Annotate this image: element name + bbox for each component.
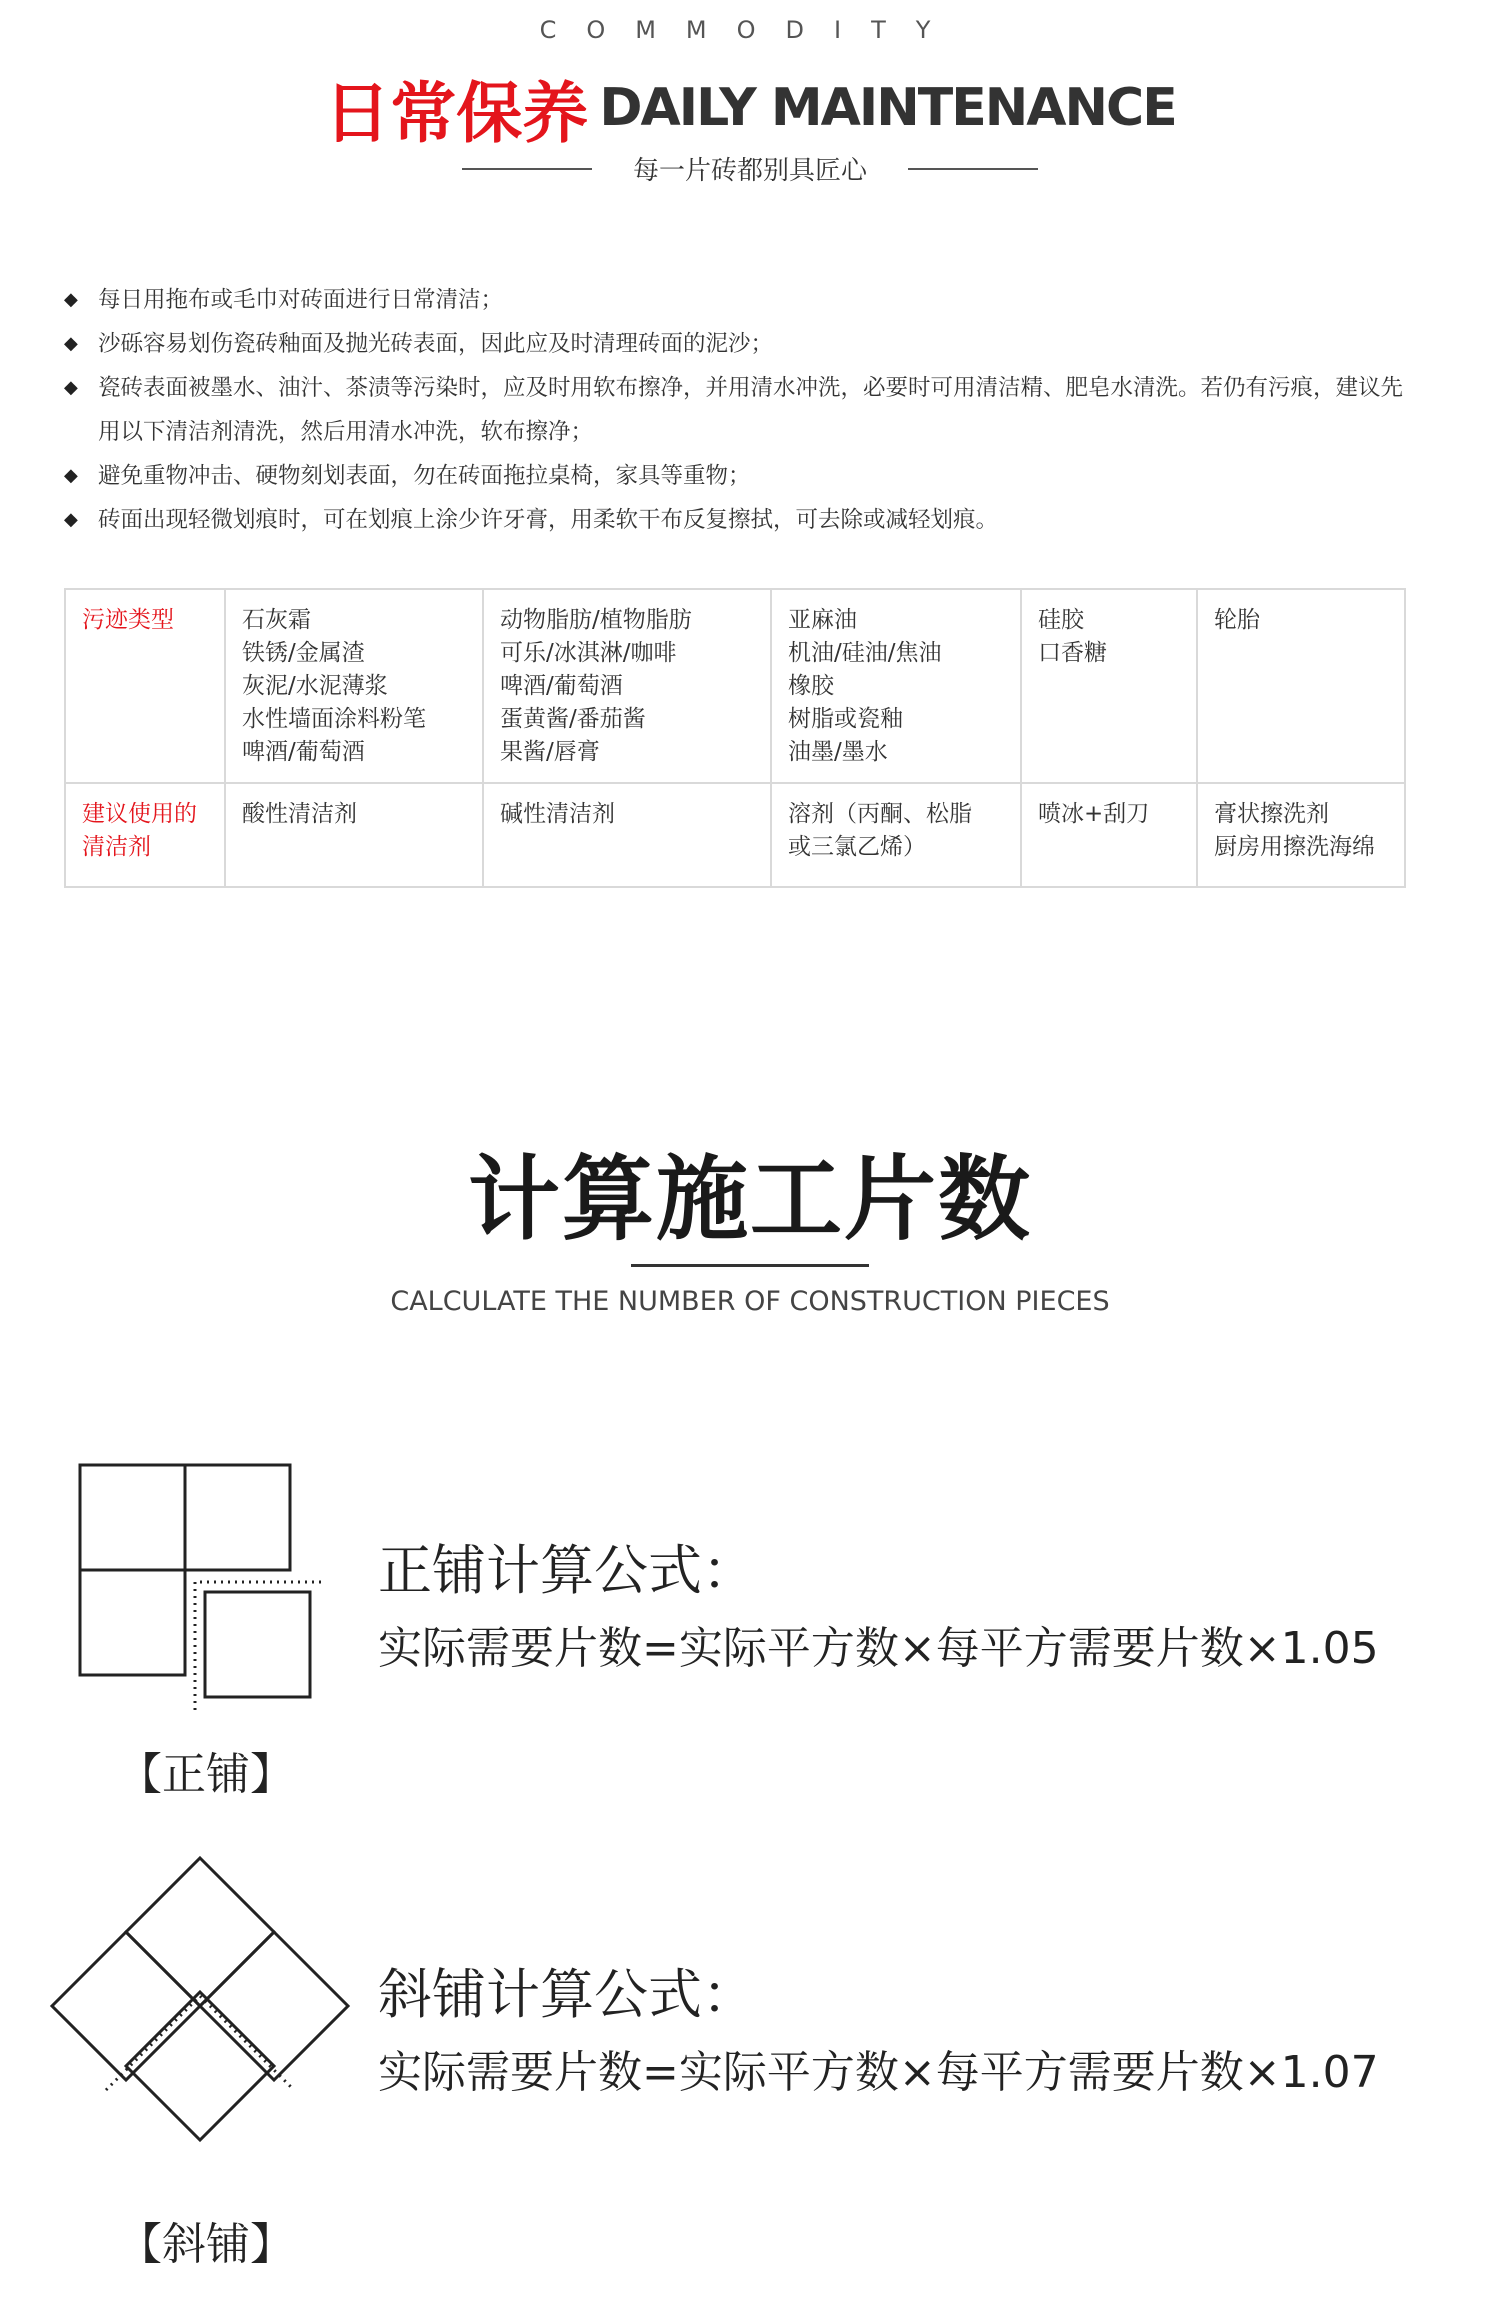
- subtitle-text: 每一片砖都别具匠心: [632, 156, 867, 186]
- cell-line: 灰泥/水泥薄浆: [242, 673, 388, 699]
- commodity-label: COMMODITY: [539, 16, 961, 44]
- table-row: [65, 783, 1405, 887]
- cell-line: 铁锈/金属渣: [242, 640, 365, 666]
- straight-formula: 实际需要片数=实际平方数×每平方需要片数×1.05: [378, 1623, 1379, 1674]
- cell-line: 厨房用擦洗海绵: [1214, 834, 1375, 860]
- calc-subtitle: CALCULATE THE NUMBER OF CONSTRUCTION PIECES: [390, 1286, 1110, 1317]
- cell-line: 机油/硅油/焦油: [788, 640, 942, 666]
- title-cn: 日常保养: [324, 75, 589, 152]
- cell-line: 啤酒/葡萄酒: [500, 673, 623, 699]
- cell-line: 石灰霜: [242, 607, 311, 633]
- diamond-bullet-icon: ◆: [64, 509, 78, 530]
- straight-caption: 【正铺】: [118, 1749, 294, 1800]
- diagonal-formula: 实际需要片数=实际平方数×每平方需要片数×1.07: [378, 2047, 1379, 2098]
- diagonal-tiling-diagram-icon: [44, 1850, 364, 2150]
- diagonal-caption: 【斜铺】: [118, 2219, 294, 2270]
- cell-line: 硅胶: [1038, 607, 1084, 633]
- cell-line: 酸性清洁剂: [242, 801, 357, 827]
- cell-line: 膏状擦洗剂: [1214, 801, 1329, 827]
- cell-line: 建议使用的: [82, 801, 197, 827]
- straight-tiling-diagram-icon: [60, 1450, 350, 1730]
- cell-line: 或三氯乙烯）: [788, 834, 926, 860]
- list-item-text: 沙砾容易划伤瓷砖釉面及抛光砖表面，因此应及时清理砖面的泥沙；: [98, 331, 774, 357]
- table-cell: [483, 783, 771, 887]
- calc-title: 计算施工片数: [467, 1146, 1032, 1253]
- table-header-stain: 污迹类型: [65, 589, 225, 783]
- cell-line: 油墨/墨水: [788, 739, 888, 765]
- table-cell: [483, 589, 771, 783]
- cell-line: 口香糖: [1038, 640, 1107, 666]
- table-row: [65, 589, 1405, 783]
- diagonal-formula-heading: 斜铺计算公式：: [378, 1963, 756, 2026]
- cell-line: 轮胎: [1214, 607, 1260, 633]
- list-item: [62, 366, 1422, 454]
- stain-cleaner-table: [64, 588, 1406, 888]
- cell-line: 亚麻油: [788, 607, 857, 633]
- table-header-cleaner: [65, 783, 225, 887]
- diamond-bullet-icon: ◆: [64, 465, 78, 486]
- table-cell: [1021, 783, 1197, 887]
- table-cell: [771, 589, 1021, 783]
- divider-right: [908, 168, 1038, 170]
- cell-line: 碱性清洁剂: [500, 801, 615, 827]
- cell-line: 啤酒/葡萄酒: [242, 739, 365, 765]
- cell-line: 喷冰+刮刀: [1038, 801, 1150, 827]
- list-item-text: 瓷砖表面被墨水、油汁、茶渍等污染时，应及时用软布擦净，并用清水冲洗，必要时可用清洁精、肥皂水清洗。若仍有污痕，建议先用以下清洁剂清洗，然后用清水冲洗，软布擦净；: [98, 375, 1404, 445]
- list-item: [62, 278, 1422, 322]
- divider-left: [462, 168, 592, 170]
- diamond-bullet-icon: ◆: [64, 289, 78, 310]
- list-item: [62, 454, 1422, 498]
- cell-line: 水性墙面涂料粉笔: [242, 706, 426, 732]
- table-cell: [1197, 589, 1405, 783]
- cell-line: 果酱/唇膏: [500, 739, 600, 765]
- maintenance-list: [62, 278, 1422, 542]
- diamond-bullet-icon: ◆: [64, 377, 78, 398]
- cell-line: 可乐/冰淇淋/咖啡: [500, 640, 677, 666]
- cell-line: 动物脂肪/植物脂肪: [500, 607, 692, 633]
- cell-line: 树脂或瓷釉: [788, 706, 903, 732]
- list-item: [62, 498, 1422, 542]
- table-cell: [771, 783, 1021, 887]
- list-item-text: 每日用拖布或毛巾对砖面进行日常清洁；: [98, 287, 504, 313]
- section-subtitle: [0, 150, 1500, 187]
- title-en: DAILY MAINTENANCE: [599, 77, 1176, 138]
- cell-line: 清洁剂: [82, 834, 151, 860]
- cell-line: 橡胶: [788, 673, 834, 699]
- table-cell: [1021, 589, 1197, 783]
- table-cell: [225, 589, 483, 783]
- list-item-text: 避免重物冲击、硬物刻划表面，勿在砖面拖拉桌椅，家具等重物；: [98, 463, 751, 489]
- diamond-bullet-icon: ◆: [64, 333, 78, 354]
- list-item-text: 砖面出现轻微划痕时，可在划痕上涂少许牙膏，用柔软干布反复擦拭，可去除或减轻划痕。: [98, 507, 999, 533]
- cell-line: 蛋黄酱/番茄酱: [500, 706, 646, 732]
- table-cell: [1197, 783, 1405, 887]
- list-item: [62, 322, 1422, 366]
- table-cell: [225, 783, 483, 887]
- calc-title-underline: [631, 1264, 869, 1267]
- straight-formula-heading: 正铺计算公式：: [378, 1539, 756, 1602]
- cell-line: 溶剂（丙酮、松脂: [788, 801, 972, 827]
- section-title: [0, 60, 1500, 155]
